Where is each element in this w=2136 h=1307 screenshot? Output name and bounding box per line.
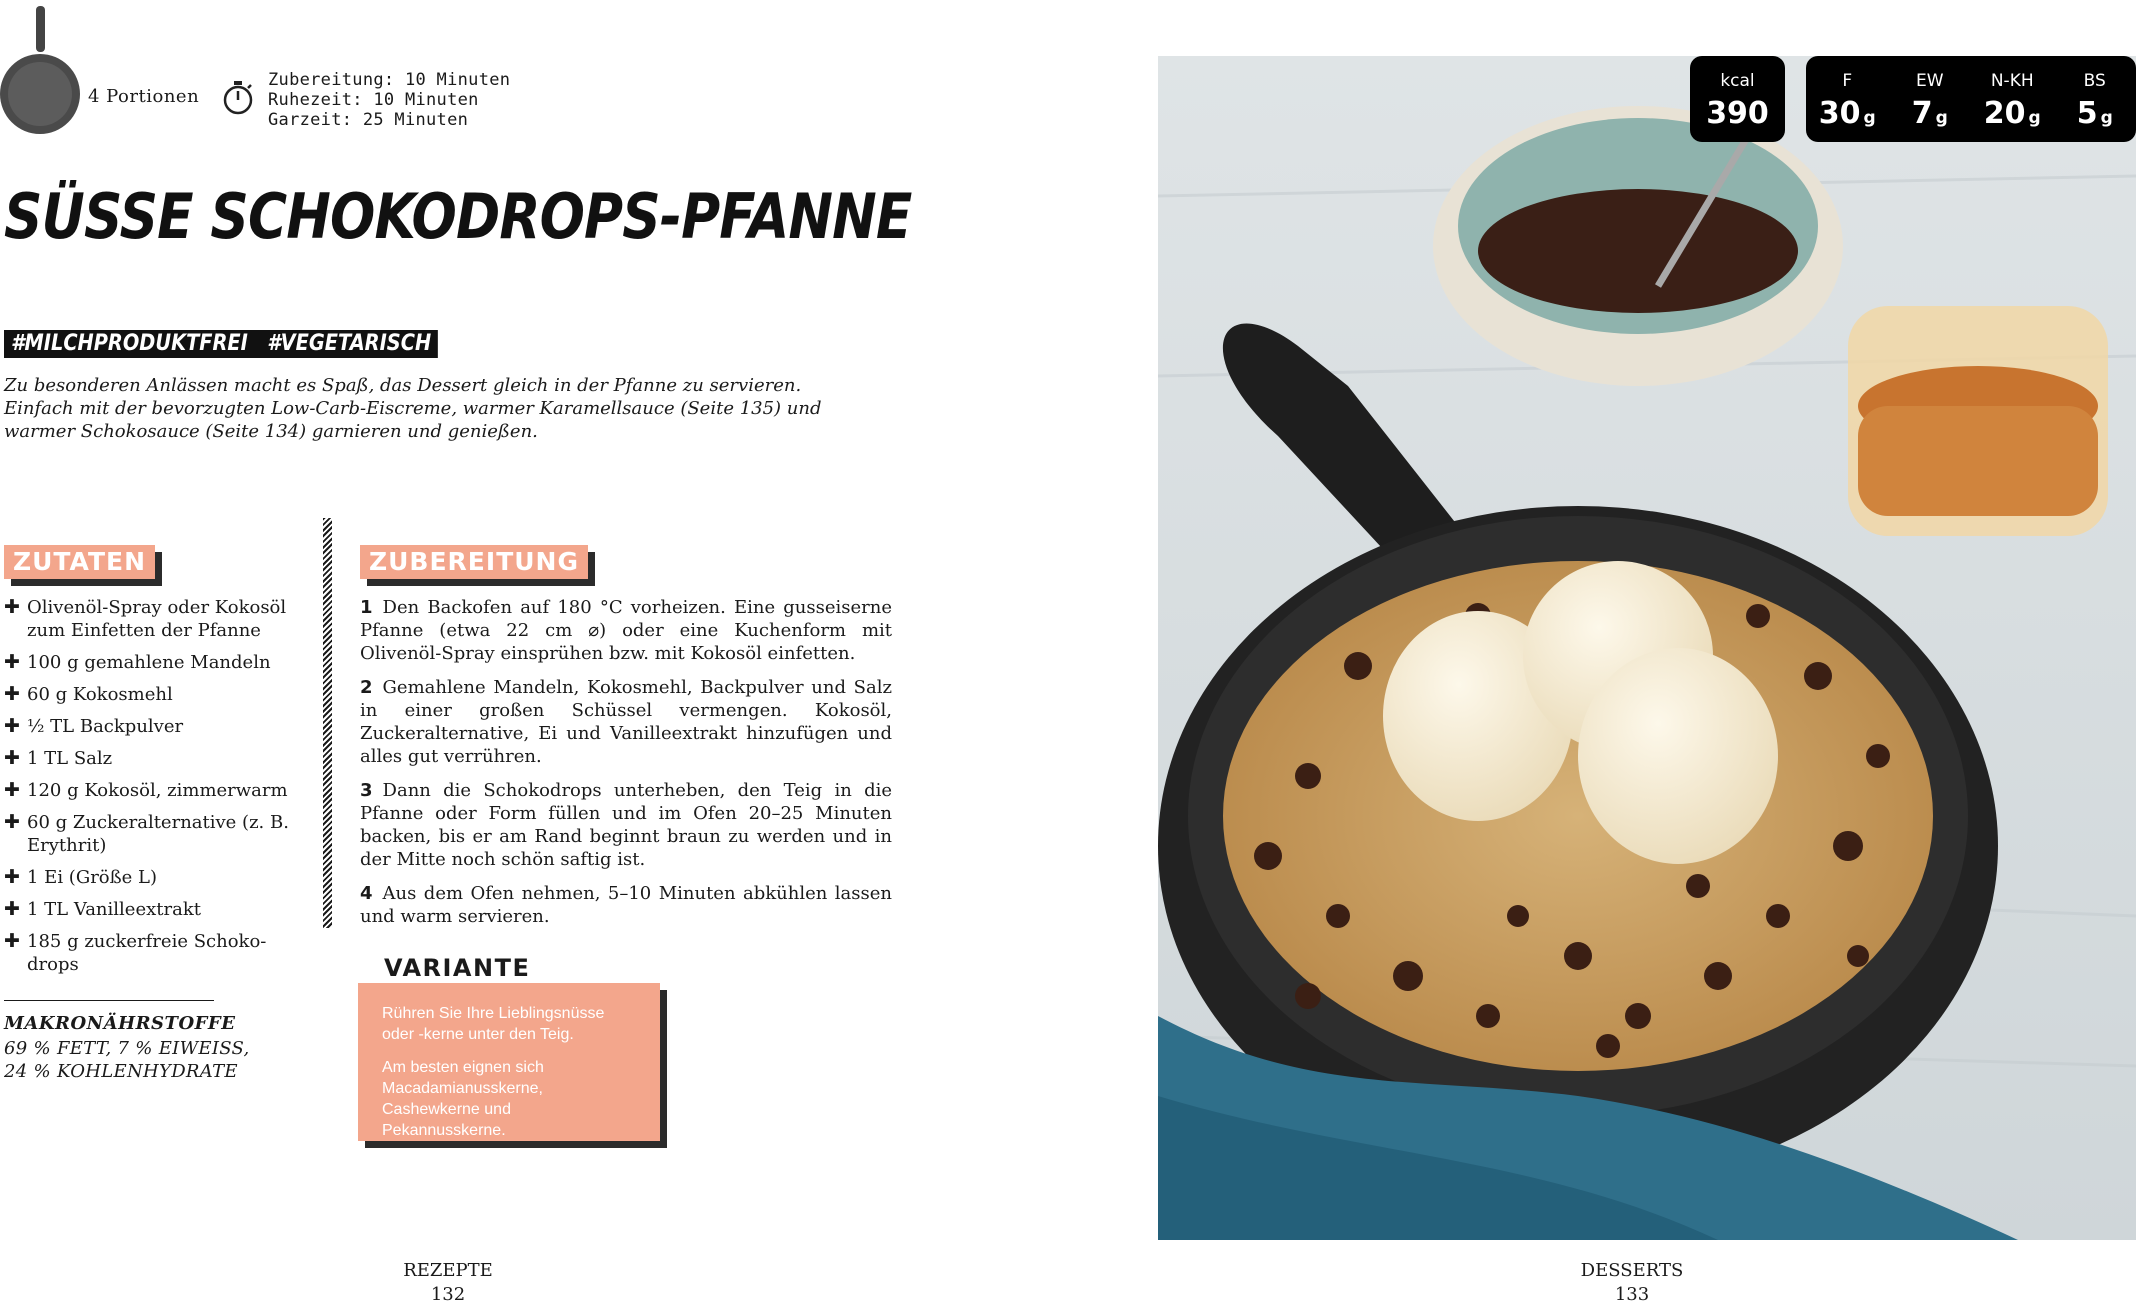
plus-icon: ✚ — [4, 747, 20, 770]
ingredient-item: ✚ 185 g zuckerfreie Schoko-drops — [4, 930, 304, 976]
ingredient-item: ✚ 1 Ei (Größe L) — [4, 866, 304, 889]
plus-icon: ✚ — [4, 596, 20, 619]
tag-dairy-free: #MILCHPRODUKTFREI — [11, 331, 248, 356]
macro-values — [4, 1037, 250, 1083]
plus-icon: ✚ — [4, 898, 20, 921]
variant-heading: VARIANTE — [384, 954, 530, 982]
recipe-title: SÜSSE SCHOKODROPS-PFANNE — [4, 180, 911, 253]
tag-bar — [4, 330, 438, 358]
ingredient-item: ✚ 120 g Kokosöl, zimmerwarm — [4, 779, 304, 802]
plus-icon: ✚ — [4, 930, 20, 953]
plus-icon: ✚ — [4, 866, 20, 889]
step-item: 4 Aus dem Ofen nehmen, 5–10 Minuten abkühlen lassen und warm servieren. — [360, 882, 892, 928]
ingredient-item: ✚ 1 TL Vanilleextrakt — [4, 898, 304, 921]
intro-text: Zu besonderen Anlässen macht es Spaß, das Dessert gleich in der Pfanne zu servieren. Einfach mit der bevorzugten Low-Carb-Eiscreme, warmer Karamellsauce (Seite 135) und warmer Schokosauce (Seite 134) garnieren und genießen. — [4, 374, 864, 443]
column-divider — [323, 518, 332, 928]
portions-text: 4 Portionen — [88, 86, 199, 107]
step-item: 3 Dann die Schokodrops unterheben, den Teig in die Pfanne oder Form füllen und im Ofen 20–25 Minuten backen, bis er am Rand beginnt braun zu werden und in der Mitte noch schön saftig ist. — [360, 779, 892, 871]
step-item: 2 Gemahlene Mandeln, Kokosmehl, Backpulver und Salz in einer großen Schüssel vermengen. Kokosöl, Zuckeralternative, Ei und Vanilleextrakt hinzufügen und alles gut verrühren. — [360, 676, 892, 768]
footer-section: DESSERTS — [1532, 1259, 1732, 1283]
ingredient-list — [4, 596, 304, 985]
tag-vegetarian: #VEGETARISCH — [267, 331, 431, 356]
rest-time: Ruhezeit: 10 Minuten — [268, 90, 510, 110]
variant-text: Am besten eignen sich Macadamianusskerne, Cashewkerne und Pekannusskerne. — [358, 1057, 660, 1141]
ingredient-item: ✚ 1 TL Salz — [4, 747, 304, 770]
preparation-steps — [360, 596, 892, 939]
ingredient-item: ✚ 60 g Zuckeralternative (z. B. Erythrit) — [4, 811, 304, 857]
macro-badge — [1806, 56, 2136, 142]
preparation-heading: ZUBEREITUNG — [360, 545, 588, 579]
time-info — [268, 70, 510, 130]
stopwatch-icon — [222, 80, 254, 116]
skillet-icon — [0, 6, 84, 136]
prep-time: Zubereitung: 10 Minuten — [268, 70, 510, 90]
macro-line: 69 % FETT, 7 % EIWEISS, — [4, 1037, 250, 1060]
plus-icon: ✚ — [4, 683, 20, 706]
nutrition-cell: BS 5 g — [2054, 56, 2136, 142]
macro-heading: MAKRONÄHRSTOFFE — [4, 1013, 235, 1034]
nutrition-cell: N-KH 20 g — [1971, 56, 2054, 142]
macro-divider — [4, 1000, 214, 1001]
step-item: 1 Den Backofen auf 180 °C vorheizen. Eine gusseiserne Pfanne (etwa 22 cm ⌀) oder eine Kuchenform mit Olivenöl-Spray einsprühen bzw. mit Kokosöl einfetten. — [360, 596, 892, 665]
ingredient-item: ✚ ½ TL Backpulver — [4, 715, 304, 738]
footer-section: REZEPTE — [348, 1259, 548, 1283]
ingredient-item: ✚ Olivenöl-Spray oder Kokosöl zum Einfetten der Pfanne — [4, 596, 304, 642]
variant-box — [358, 983, 660, 1141]
footer-right — [1532, 1259, 1732, 1307]
dessert-photo — [1158, 56, 2136, 1240]
plus-icon: ✚ — [4, 651, 20, 674]
kcal-badge — [1690, 56, 1785, 142]
macro-line: 24 % KOHLENHYDRATE — [4, 1060, 250, 1083]
plus-icon: ✚ — [4, 715, 20, 738]
nutrition-cell — [1690, 56, 1785, 142]
nutrition-cell: EW 7 g — [1889, 56, 1972, 142]
variant-text: Rühren Sie Ihre Lieblingsnüsse oder -kerne unter den Teig. — [358, 983, 660, 1045]
nutrition-cell: F 30 g — [1806, 56, 1889, 142]
plus-icon: ✚ — [4, 779, 20, 802]
kcal-value: 390 — [1690, 98, 1785, 130]
cook-time: Garzeit: 25 Minuten — [268, 110, 510, 130]
page-number: 132 — [348, 1283, 548, 1307]
footer-left — [348, 1259, 548, 1307]
ingredient-item: ✚ 60 g Kokosmehl — [4, 683, 304, 706]
kcal-label: kcal — [1690, 72, 1785, 90]
plus-icon: ✚ — [4, 811, 20, 834]
ingredients-heading: ZUTATEN — [4, 545, 155, 579]
ingredient-item: ✚ 100 g gemahlene Mandeln — [4, 651, 304, 674]
page-number: 133 — [1532, 1283, 1732, 1307]
